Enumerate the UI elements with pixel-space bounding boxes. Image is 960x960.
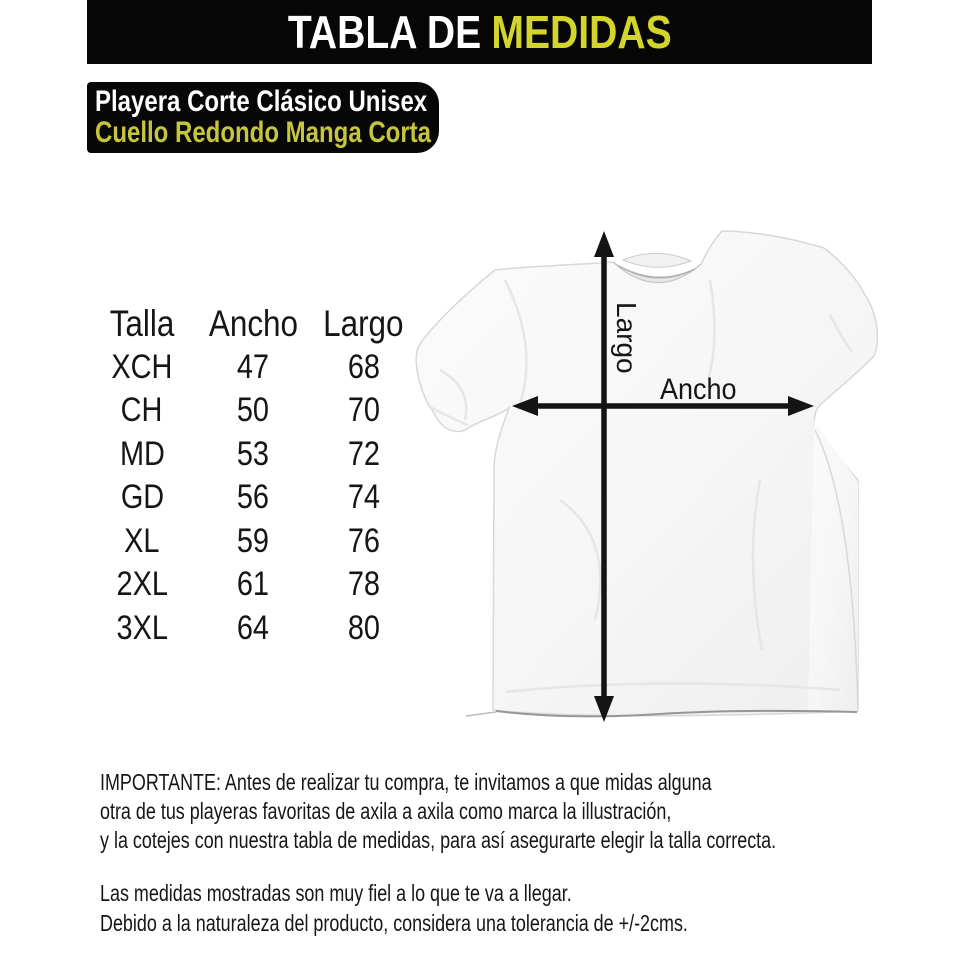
important-note-line: IMPORTANTE: Antes de realizar tu compra, te invitamos a que midas alguna <box>100 769 712 795</box>
size-table <box>85 302 420 650</box>
table-cell-length: 74 <box>347 478 380 517</box>
table-cell-width: 53 <box>236 434 270 473</box>
table-cell-size: XL <box>124 521 160 560</box>
table-cell-length: 72 <box>347 434 380 473</box>
column-header-ancho: Ancho <box>208 302 298 344</box>
table-cell-size: GD <box>120 478 164 517</box>
tshirt-illustration <box>410 220 890 760</box>
largo-label: Largo <box>611 302 642 374</box>
table-cell-width: 59 <box>236 521 270 560</box>
table-cell-size: MD <box>119 434 165 473</box>
tshirt-shape <box>416 231 877 716</box>
table-cell-width: 64 <box>236 608 270 647</box>
column-header-talla: Talla <box>109 302 175 344</box>
table-cell-size: 2XL <box>116 565 168 604</box>
table-cell-length: 78 <box>347 565 380 604</box>
table-cell-length: 68 <box>347 347 380 386</box>
tolerance-note <box>100 878 854 938</box>
product-style: Cuello Redondo Manga Corta <box>95 116 431 149</box>
table-cell-length: 80 <box>347 608 380 647</box>
important-note-line: otra de tus playeras favoritas de axila a axila como marca la illustración, <box>100 798 672 824</box>
table-cell-width: 47 <box>236 347 270 386</box>
important-note <box>100 768 960 855</box>
tshirt-diagram <box>410 220 890 760</box>
product-banner <box>87 82 439 153</box>
table-cell-width: 56 <box>236 478 270 517</box>
page-title <box>288 5 672 59</box>
table-cell-width: 50 <box>236 391 270 430</box>
page-title-main: TABLA DE <box>287 6 481 58</box>
table-cell-width: 61 <box>236 565 270 604</box>
page-title-accent: MEDIDAS <box>491 6 672 58</box>
tolerance-note-line: Debido a la naturaleza del producto, considera una tolerancia de +/-2cms. <box>100 910 688 936</box>
collar-back <box>623 253 691 267</box>
table-cell-length: 70 <box>347 391 380 430</box>
table-cell-size: XCH <box>111 347 173 386</box>
important-note-line: y la cotejes con nuestra tabla de medidas, para así asegurarte elegir la talla correcta. <box>100 827 777 853</box>
product-name: Playera Corte Clásico Unisex <box>95 85 428 118</box>
tolerance-note-line: Las medidas mostradas son muy fiel a lo que te va a llegar. <box>100 880 572 906</box>
table-cell-size: CH <box>121 391 163 430</box>
column-header-largo: Largo <box>323 302 404 344</box>
title-banner <box>87 0 872 64</box>
ancho-label: Ancho <box>660 373 737 406</box>
table-cell-length: 76 <box>347 521 380 560</box>
table-cell-size: 3XL <box>116 608 168 647</box>
